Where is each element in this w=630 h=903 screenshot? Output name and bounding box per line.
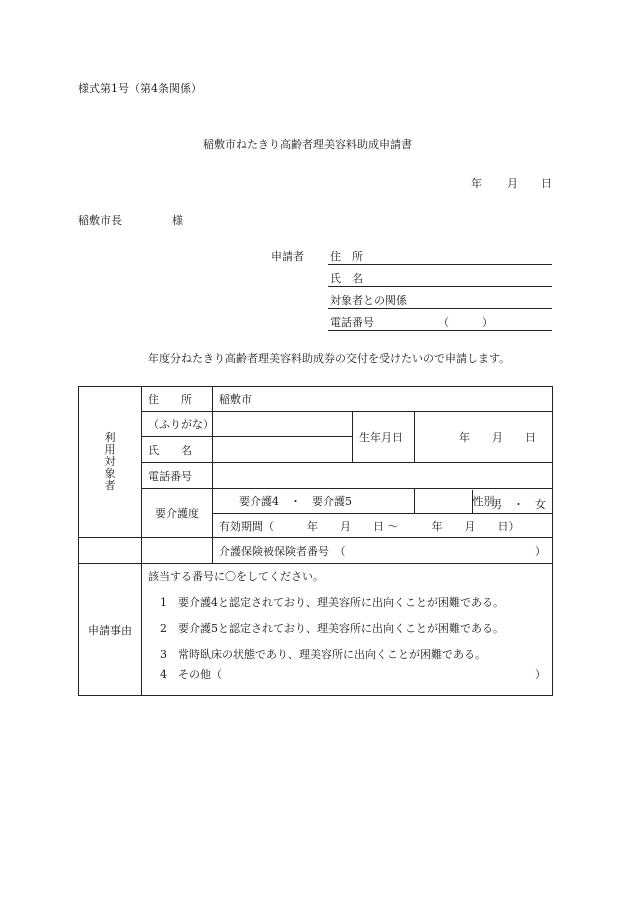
sex-divider: [472, 490, 473, 514]
applicant-relation-label: 対象者との関係: [330, 294, 407, 307]
birth-label: 生年月日: [353, 412, 415, 463]
address-value[interactable]: 稲敷市: [213, 387, 553, 412]
subject-label: 利 用 対 象 者: [79, 387, 142, 538]
addressee-mayor: 稲敷市長: [78, 214, 122, 227]
applicant-phone-line[interactable]: [328, 330, 552, 331]
applicant-phone-paren: （ ）: [438, 316, 493, 329]
sex-label: 性別: [472, 495, 495, 508]
reason-option-1[interactable]: 1 要介護4と認定されており、理美容所に出向くことが困難である。: [160, 596, 504, 609]
reason-option-3[interactable]: 3 常時臥床の状態であり、理美容所に出向くことが困難である。: [160, 648, 486, 661]
addressee-honorific: 様: [172, 214, 183, 227]
intro-text: 年度分ねたきり高齢者理美容料助成券の交付を受けたいので申請します。: [148, 352, 511, 365]
date-day: 日: [541, 177, 552, 190]
applicant-phone-label: 電話番号: [330, 316, 374, 329]
applicant-label: 申請者: [271, 250, 304, 263]
reason-body: [142, 564, 553, 696]
reason-label: 申請事由: [79, 564, 142, 696]
name-field[interactable]: [213, 437, 353, 463]
date-month: 月: [507, 177, 518, 190]
birth-field[interactable]: 年 月 日: [415, 412, 553, 463]
insurance-number[interactable]: 介護保険被保険者番号 （ ）: [213, 538, 553, 564]
page-title: 稲敷市ねたきり高齢者理美容料助成申請書: [203, 138, 412, 151]
applicant-relation-line[interactable]: [328, 308, 552, 309]
sex-value[interactable]: 男 ・ 女: [491, 498, 546, 511]
applicant-address-line[interactable]: [328, 264, 552, 265]
date-year: 年: [471, 177, 482, 190]
care-label: 要介護度: [142, 489, 213, 538]
applicant-address-label: 住 所: [330, 250, 363, 263]
validity-period[interactable]: 有効期間（ 年 月 日 〜 年 月 日）: [213, 514, 553, 538]
phone-field[interactable]: [213, 463, 553, 489]
reason-option-2[interactable]: 2 要介護5と認定されており、理美容所に出向くことが困難である。: [160, 622, 504, 635]
application-table: [78, 386, 553, 696]
furigana-field[interactable]: [213, 412, 353, 437]
form-number: 様式第1号（第4条関係）: [78, 82, 202, 95]
name-label: 氏 名: [142, 437, 213, 463]
reason-instruction: 該当する番号に〇をしてください。: [148, 570, 324, 583]
reason-option-4[interactable]: 4 その他（ ）: [160, 668, 547, 681]
applicant-name-label: 氏 名: [330, 272, 363, 285]
furigana-label: （ふりがな）: [142, 412, 213, 437]
phone-label: 電話番号: [142, 463, 213, 489]
care-levels[interactable]: 要介護4 ・ 要介護5: [213, 489, 415, 514]
applicant-name-line[interactable]: [328, 286, 552, 287]
address-label: 住 所: [142, 387, 213, 412]
